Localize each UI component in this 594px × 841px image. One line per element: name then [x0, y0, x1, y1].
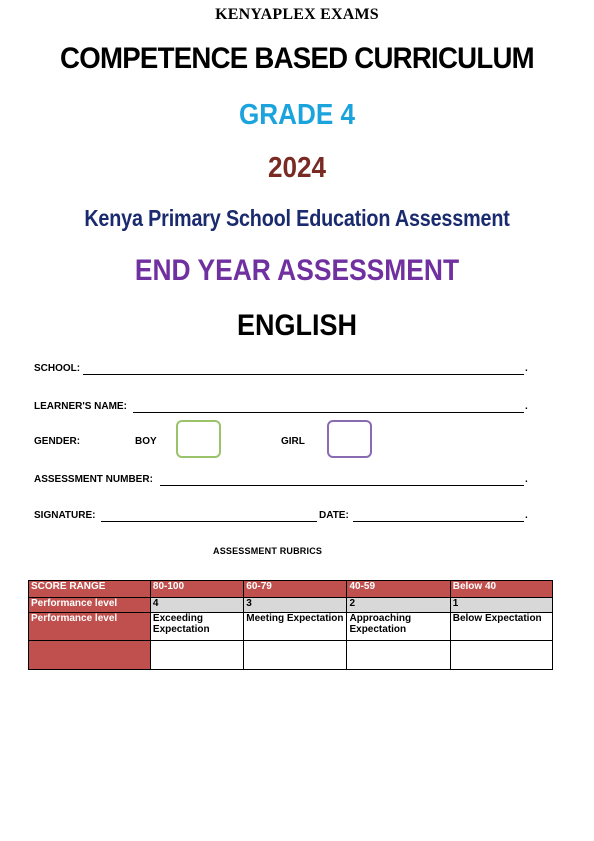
- table-row: [29, 641, 553, 670]
- table-cell[interactable]: [150, 641, 243, 670]
- signature-field[interactable]: [101, 521, 317, 522]
- assessment-type-title: END YEAR ASSESSMENT: [134, 254, 460, 287]
- gender-label: GENDER:: [34, 436, 81, 447]
- grade-title: GRADE 4: [238, 99, 356, 131]
- school-field[interactable]: [83, 374, 524, 375]
- assessment-body-title: Kenya Primary School Education Assessment: [84, 205, 510, 231]
- table-cell: 60-79: [244, 581, 347, 598]
- table-cell: Meeting Expectation: [244, 613, 347, 641]
- school-label: SCHOOL:: [34, 363, 81, 374]
- signature-label: SIGNATURE:: [34, 510, 96, 521]
- date-field[interactable]: [353, 521, 524, 522]
- year-title: 2024: [267, 152, 327, 184]
- table-cell[interactable]: [450, 641, 552, 670]
- curriculum-title: COMPETENCE BASED CURRICULUM: [60, 42, 534, 75]
- date-label: DATE:: [319, 510, 349, 521]
- boy-label: BOY: [135, 436, 157, 447]
- table-cell: [29, 641, 151, 670]
- girl-label: GIRL: [281, 436, 305, 447]
- assessment-number-line-end: .: [525, 474, 528, 485]
- learner-name-label: LEARNER'S NAME:: [34, 401, 127, 412]
- boy-checkbox[interactable]: [176, 420, 221, 458]
- learner-name-line-end: .: [525, 401, 528, 412]
- assessment-number-field[interactable]: [160, 485, 524, 486]
- table-cell: Performance level: [29, 598, 151, 613]
- table-cell: Below Expectation: [450, 613, 552, 641]
- girl-checkbox[interactable]: [327, 420, 372, 458]
- publisher-name: KENYAPLEX EXAMS: [215, 6, 379, 23]
- school-line-end: .: [525, 363, 528, 374]
- table-cell: Performance level: [29, 613, 151, 641]
- assessment-number-label: ASSESSMENT NUMBER:: [34, 474, 153, 485]
- table-cell: Exceeding Expectation: [150, 613, 243, 641]
- table-cell: 80-100: [150, 581, 243, 598]
- subject-title: ENGLISH: [236, 309, 358, 342]
- table-cell: 4: [150, 598, 243, 613]
- table-cell[interactable]: [244, 641, 347, 670]
- table-row: [29, 613, 553, 641]
- table-cell: 40-59: [347, 581, 450, 598]
- table-row: [29, 581, 553, 598]
- table-cell: Approaching Expectation: [347, 613, 450, 641]
- table-cell: 1: [450, 598, 552, 613]
- date-line-end: .: [525, 510, 528, 521]
- table-cell: SCORE RANGE: [29, 581, 151, 598]
- table-cell: 3: [244, 598, 347, 613]
- learner-name-field[interactable]: [133, 412, 524, 413]
- table-cell[interactable]: [347, 641, 450, 670]
- table-cell: Below 40: [450, 581, 552, 598]
- table-row: [29, 598, 553, 613]
- rubrics-table: [28, 580, 553, 670]
- rubrics-title: ASSESSMENT RUBRICS: [213, 546, 323, 556]
- table-cell: 2: [347, 598, 450, 613]
